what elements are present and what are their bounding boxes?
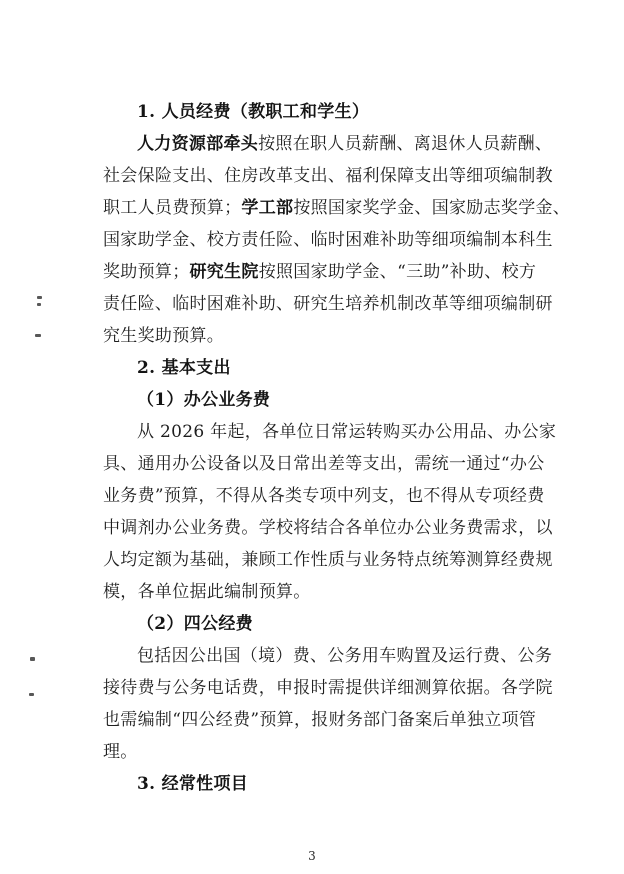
text-run: 职工人员费预算； (103, 198, 242, 218)
text-run: 理。 (103, 742, 138, 762)
text-line (103, 320, 559, 352)
text-line (103, 512, 559, 544)
text-line (103, 416, 559, 448)
text-line (103, 160, 559, 192)
text-run: 按照国家助学金、“三助”补助、校方 (258, 262, 537, 282)
text-line (103, 736, 559, 768)
text-run: 按照国家奖学金、国家励志奖学金、 (293, 198, 571, 218)
heading-line (103, 768, 559, 800)
text-block (103, 96, 571, 800)
text-run: 具、通用办公设备以及日常出差等支出，需统一通过“办公 (103, 454, 545, 474)
text-line (103, 480, 559, 512)
text-line (103, 256, 559, 288)
text-run: 中调剂办公业务费。学校将结合各单位办公业务费需求，以 (103, 518, 553, 538)
text-line (103, 288, 559, 320)
scan-artifact-mark (37, 303, 41, 306)
text-run: 社会保险支出、住房改革支出、福利保障支出等细项编制教 (103, 166, 553, 186)
bold-text-run: 人力资源部牵头 (137, 134, 259, 154)
text-run: 责任险、临时困难补助、研究生培养机制改革等细项编制研 (103, 294, 553, 314)
text-run: 国家助学金、校方责任险、临时困难补助等细项编制本科生 (103, 230, 553, 250)
scan-artifact-mark (37, 296, 42, 299)
text-line (103, 192, 571, 224)
bold-text-run: 学工部 (241, 198, 294, 218)
bold-text-run: 2. 基本支出 (137, 358, 231, 378)
text-run: 按照在职人员薪酬、离退休人员薪酬、 (258, 134, 553, 154)
bold-text-run: （1）办公业务费 (137, 390, 271, 410)
text-line (103, 544, 559, 576)
text-line (103, 448, 559, 480)
bold-text-run: 研究生院 (189, 262, 259, 282)
heading-line (103, 608, 559, 640)
text-line (103, 640, 559, 672)
bold-text-run: 3. 经常性项目 (137, 774, 249, 794)
heading-line (103, 352, 559, 384)
text-line (103, 704, 559, 736)
text-line (103, 224, 559, 256)
heading-line (103, 384, 559, 416)
text-line (103, 128, 559, 160)
bold-text-run: （2）四公经费 (137, 614, 253, 634)
text-line (103, 576, 559, 608)
text-run: 奖助预算； (103, 262, 190, 282)
text-run: 模，各单位据此编制预算。 (103, 582, 311, 602)
text-run: 接待费与公务电话费，申报时需提供详细测算依据。各学院 (103, 678, 553, 698)
text-line (103, 672, 559, 704)
page-footer (0, 845, 624, 864)
text-run: 业务费”预算，不得从各类专项中列支，也不得从专项经费 (103, 486, 545, 506)
text-run: 也需编制“四公经费”预算，报财务部门备案后单独立项管 (103, 710, 537, 730)
text-run: 包括因公出国（境）费、公务用车购置及运行费、公务 (137, 646, 553, 666)
scan-artifact-mark (35, 334, 41, 337)
scan-artifact-mark (30, 657, 35, 661)
heading-line (103, 96, 559, 128)
scan-artifact-mark (29, 693, 34, 696)
page-number: 3 (308, 849, 316, 863)
text-run: 人均定额为基础，兼顾工作性质与业务特点统筹测算经费规 (103, 550, 553, 570)
bold-text-run: 1. 人员经费（教职工和学生） (137, 102, 370, 122)
text-run: 究生奖助预算。 (103, 326, 225, 346)
text-run: 从 2026 年起，各单位日常运转购买办公用品、办公家 (137, 422, 557, 442)
